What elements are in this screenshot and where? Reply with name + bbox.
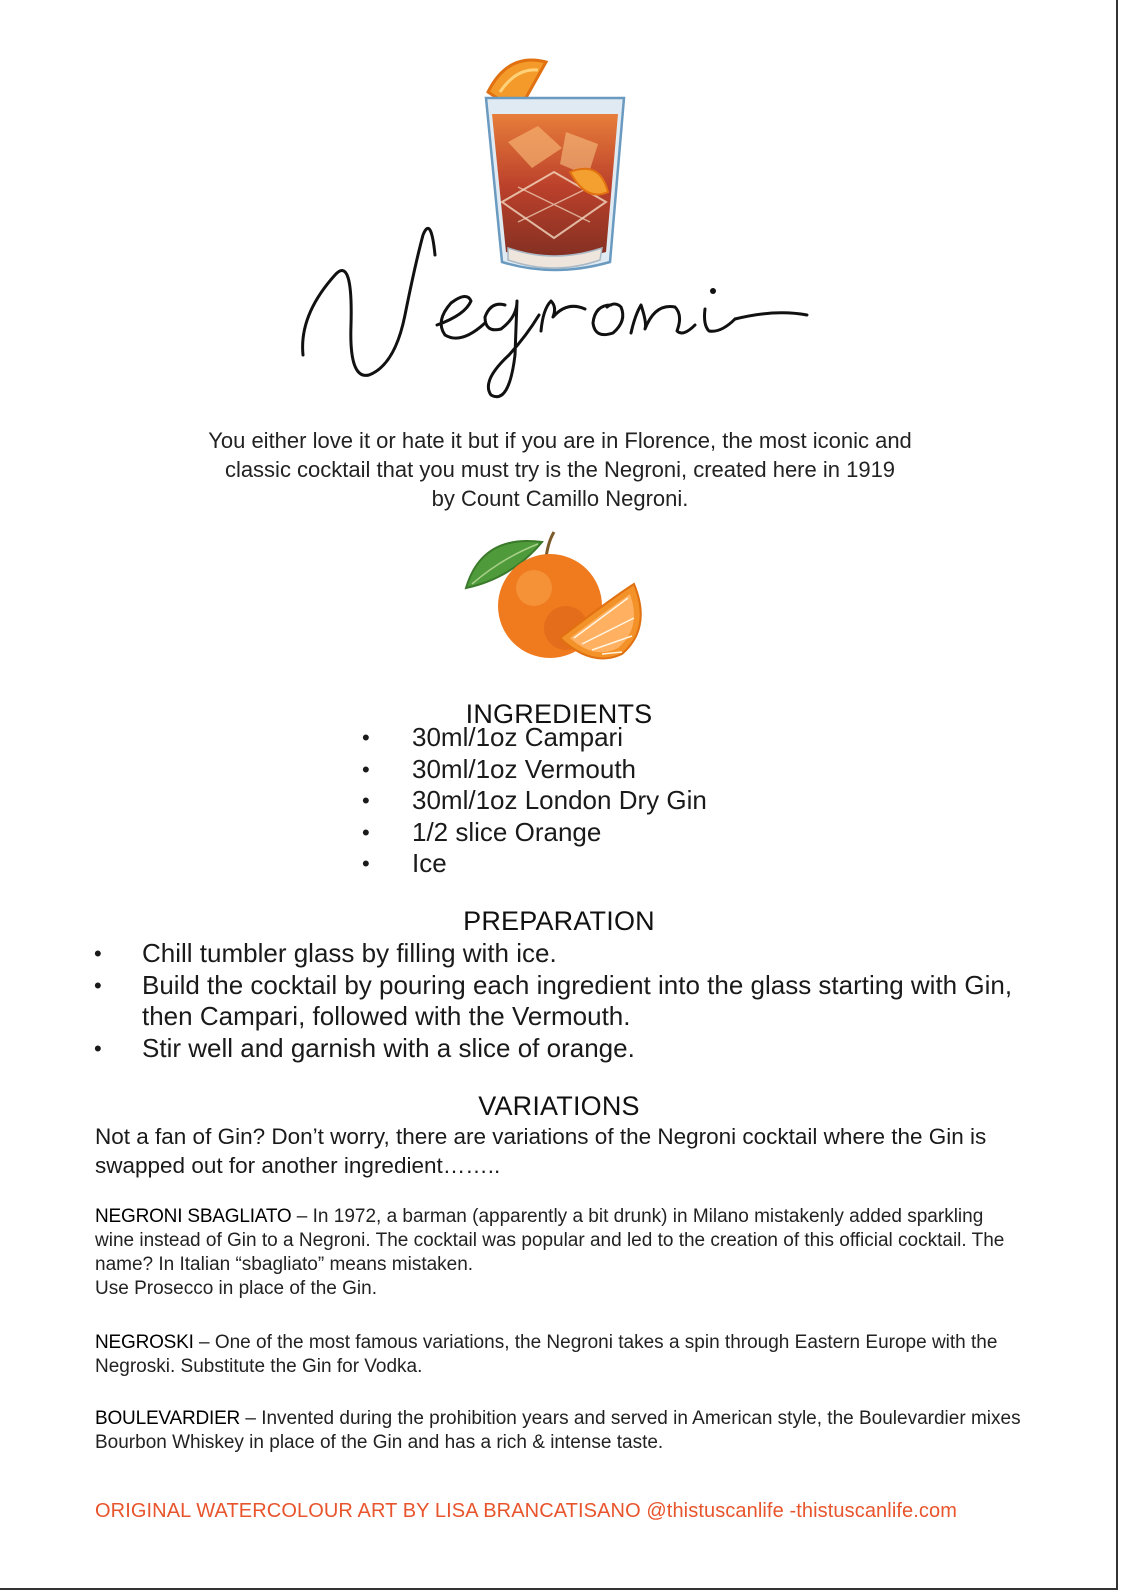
orange-illustration	[462, 528, 647, 670]
ingredients-heading: INGREDIENTS	[465, 699, 653, 729]
variations-intro: Not a fan of Gin? Don’t worry, there are variations of the Negroni cocktail where the Gin is swapped out for another ingredient……..	[95, 1124, 987, 1178]
ingredient-item: • Ice	[362, 848, 707, 880]
variation-name: NEGRONI SBAGLIATO	[95, 1206, 292, 1227]
variation-extra: Use Prosecco in place of the Gin.	[95, 1278, 377, 1299]
intro-line: by Count Camillo Negroni.	[431, 486, 689, 511]
variation-boulevardier	[95, 1407, 1025, 1455]
negroni-script-title	[295, 205, 815, 415]
ingredient-item: • 1/2 slice Orange	[362, 817, 707, 849]
variation-text: – One of the most famous variations, the Negroni takes a spin through Eastern Europe with the Negroski. Substitute the Gin for Vodka.	[95, 1332, 998, 1377]
art-credit: ORIGINAL WATERCOLOUR ART BY LISA BRANCATISANO @thistuscanlife -thistuscanlife.com	[95, 1500, 957, 1522]
variation-text: – In 1972, a barman (apparently a bit drunk) in Milano mistakenly added sparkling wine instead of Gin to a Negroni. The cocktail was popular and led to the creation of this official cocktail. The name? In Italian “sbagliato” means mistaken.	[95, 1206, 1005, 1275]
variation-negroski	[95, 1331, 1025, 1379]
variations-heading: VARIATIONS	[478, 1091, 640, 1121]
intro-line: You either love it or hate it but if you are in Florence, the most iconic and	[208, 428, 912, 453]
script-dot	[710, 288, 716, 294]
preparation-list	[92, 938, 1022, 1064]
variation-name: NEGROSKI	[95, 1332, 194, 1353]
ingredient-item: • 30ml/1oz Vermouth	[362, 754, 707, 786]
intro-line: classic cocktail that you must try is the Negroni, created here in 1919	[224, 457, 896, 482]
preparation-step: • Chill tumbler glass by filling with ice.	[92, 938, 1022, 970]
intro-paragraph	[100, 426, 1020, 513]
ingredient-item: • 30ml/1oz Campari	[362, 722, 707, 754]
preparation-heading: PREPARATION	[463, 906, 655, 936]
variation-negroni-sbagliato	[95, 1205, 1025, 1301]
preparation-step: • Stir well and garnish with a slice of orange.	[92, 1033, 1022, 1065]
variation-text: – Invented during the prohibition years and served in American style, the Boulevardier mixes Bourbon Whiskey in place of the Gin and has a rich & intense taste.	[95, 1408, 1021, 1453]
variation-name: BOULEVARDIER	[95, 1408, 241, 1429]
ingredient-item: • 30ml/1oz London Dry Gin	[362, 785, 707, 817]
ingredients-list	[362, 722, 707, 880]
preparation-step: • Build the cocktail by pouring each ingredient into the glass starting with Gin, then Campari, followed with the Vermouth.	[92, 970, 1022, 1033]
